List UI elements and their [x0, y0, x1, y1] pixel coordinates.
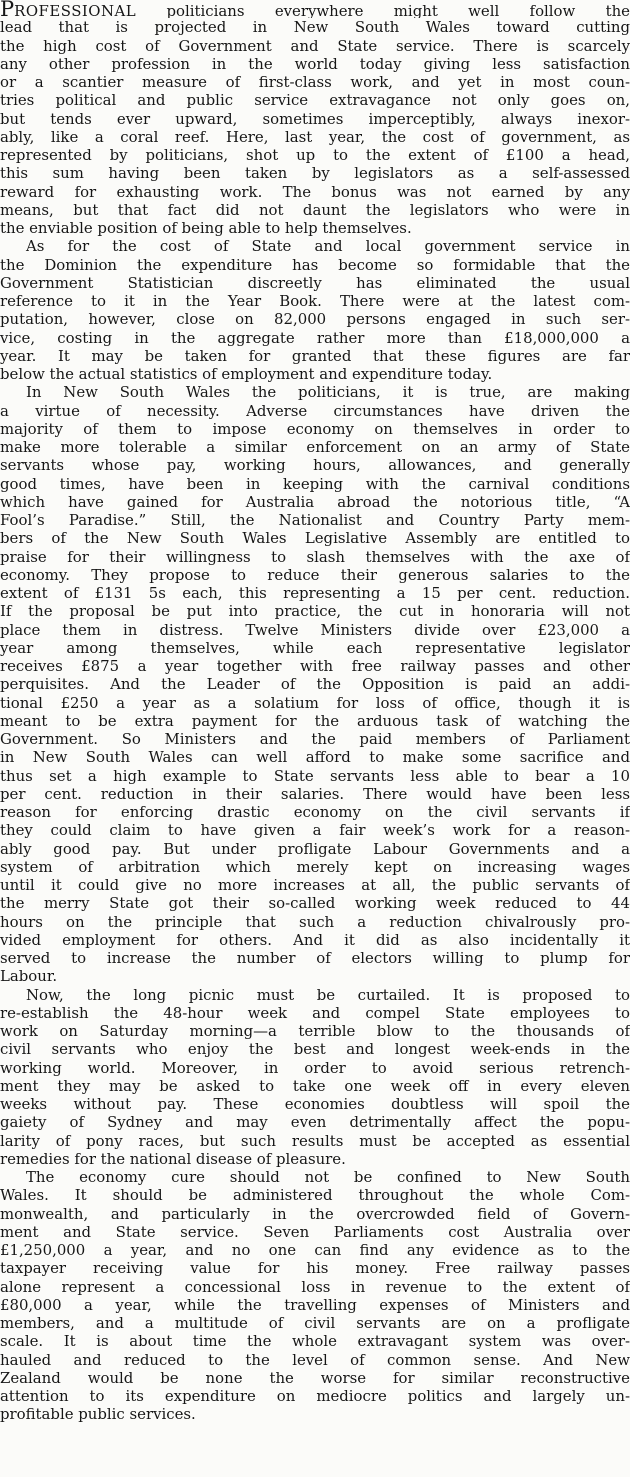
article-line: make more tolerable a similar enforcement on an army of State [0, 438, 630, 456]
article-line: per cent. reduction in their salaries. There would have been less [0, 784, 630, 803]
article-line: weeks without pay. These economies doubtless will spoil the [0, 1095, 630, 1113]
article-paragraph [0, 1168, 630, 1424]
article-line: but tends ever upward, sometimes imperceptibly, always inexor- [0, 109, 630, 128]
article-line: £1,250,000 a year, and no one can find any evidence as to the [0, 1241, 630, 1259]
article-line: served to increase the number of electors willing to plump for [0, 949, 630, 967]
article-line: civil servants who enjoy the best and longest week-ends in the [0, 1040, 630, 1059]
drop-cap: P [0, 0, 15, 19]
article-line: Zealand would be none the worse for similar reconstructive [0, 1368, 630, 1387]
article-line: servants whose pay, working hours, allowances, and generally [0, 456, 630, 475]
article-line: monwealth, and particularly in the overcrowded field of Govern- [0, 1204, 630, 1223]
article-line: If the proposal be put into practice, the cut in honoraria will not [0, 602, 630, 621]
article-line: below the actual statistics of employment and expenditure today. [0, 365, 493, 383]
article-line: or a scantier measure of first-class work, and yet in most coun- [0, 73, 630, 91]
article-line: Fool’s Paradise.” Still, the Nationalist and Country Party mem- [0, 511, 630, 529]
article-line: £80,000 a year, while the travelling expenses of Ministers and [0, 1295, 630, 1314]
article-line: tries political and public service extravagance not only goes on, [0, 91, 630, 110]
article-line: ably good pay. But under profligate Labour Governments and a [0, 839, 630, 858]
article-line: place them in distress. Twelve Ministers divide over £23,000 a [0, 620, 630, 639]
article-line: Government. So Ministers and the paid members of Parliament [0, 730, 630, 748]
article-line: the merry State got their so-called working week reduced to 44 [0, 894, 630, 913]
article-line: year among themselves, while each representative legislator [0, 638, 630, 657]
article-line: vice, costing in the aggregate rather more than £18,000,000 a [0, 328, 630, 347]
article-line: PROFESSIONAL politicians everywhere might well follow the [0, 0, 630, 18]
article-line: this sum having been taken by legislators as a self-assessed [0, 164, 630, 183]
article-line: Labour. [0, 967, 58, 986]
article-line: system of arbitration which merely kept on increasing wages [0, 857, 630, 876]
article-line: any other profession in the world today giving less satisfaction [0, 54, 630, 73]
article-line: work on Saturday morning—a terrible blow to the thousands of [0, 1022, 630, 1040]
article-line: attention to its expenditure on mediocre politics and largely un- [0, 1387, 630, 1405]
article-line: hauled and reduced to the level of common sense. And New [0, 1350, 630, 1369]
article-line: extent of £131 5s each, this representing a 15 per cent. reduction. [0, 584, 630, 602]
article-line: in New South Wales can well afford to make some sacrifice and [0, 748, 630, 767]
article-line: larity of pony races, but such results must be accepted as essential [0, 1131, 630, 1150]
article-line: the enviable position of being able to help themselves. [0, 219, 412, 237]
article-paragraph [0, 383, 630, 985]
article-line: working world. Moreover, in order to avoid serious retrench- [0, 1058, 630, 1077]
article-line: the Dominion the expenditure has become so formidable that the [0, 255, 630, 274]
article-line: taxpayer receiving value for his money. Free railway passes [0, 1259, 630, 1278]
article-line: ment and State service. Seven Parliaments cost Australia over [0, 1222, 630, 1241]
article-line: receives £875 a year together with free railway passes and other [0, 657, 630, 675]
article-line: bers of the New South Wales Legislative Assembly are entitled to [0, 529, 630, 548]
article-line: perquisites. And the Leader of the Opposition is paid an addi- [0, 675, 630, 694]
article-line: profitable public services. [0, 1405, 196, 1424]
article-line: which have gained for Australia abroad the notorious title, “A [0, 492, 630, 511]
article-line: tional £250 a year as a solatium for loss of office, though it is [0, 693, 630, 712]
article-line: reference to it in the Year Book. There were at the latest com- [0, 292, 630, 310]
article-line: As for the cost of State and local government service in [26, 237, 630, 256]
article-line: remedies for the national disease of pleasure. [0, 1149, 346, 1168]
article-line: reward for exhausting work. The bonus was not earned by any [0, 182, 630, 201]
article-line: meant to be extra payment for the arduous task of watching the [0, 711, 630, 730]
article-line: the high cost of Government and State service. There is scarcely [0, 36, 630, 55]
article-line: a virtue of necessity. Adverse circumstances have driven the [0, 401, 630, 420]
article-line: economy. They propose to reduce their generous salaries to the [0, 565, 630, 584]
article-line: Wales. It should be administered throughout the whole Com- [0, 1186, 630, 1205]
article-paragraph [0, 986, 630, 1169]
article-paragraph [0, 237, 630, 383]
article-line: good times, have been in keeping with the carnival conditions [0, 474, 630, 493]
article-line: means, but that fact did not daunt the legislators who were in [0, 200, 630, 219]
article-line: The economy cure should not be confined to New South [26, 1168, 630, 1186]
article-line: ably, like a coral reef. Here, last year, the cost of government, as [0, 127, 630, 146]
article-line: until it could give no more increases at all, the public servants of [0, 876, 630, 894]
article-line: re-establish the 48-hour week and compel State employees to [0, 1003, 630, 1022]
article-line: represented by politicians, shot up to the extent of £100 a head, [0, 146, 630, 164]
article-line: thus set a high example to State servants less able to bear a 10 [0, 766, 630, 785]
article-line: praise for their willingness to slash themselves with the axe of [0, 547, 630, 566]
article-line: scale. It is about time the whole extravagant system was over- [0, 1332, 630, 1351]
article-line: Government Statistician discreetly has eliminated the usual [0, 273, 630, 292]
article-line: Now, the long picnic must be curtailed. It is proposed to [26, 985, 630, 1004]
article-line: gaiety of Sydney and may even detrimentally affect the popu- [0, 1113, 630, 1132]
article-line: hours on the principle that such a reduction chivalrously pro- [0, 912, 630, 931]
article-paragraph [0, 0, 630, 237]
article-line: members, and a multitude of civil servants are on a profligate [0, 1314, 630, 1332]
article-line: In New South Wales the politicians, it is true, are making [26, 383, 630, 402]
article-line: reason for enforcing drastic economy on the civil servants if [0, 803, 630, 821]
article-line: lead that is projected in New South Wales toward cutting [0, 18, 630, 37]
article-line: year. It may be taken for granted that these figures are far [0, 346, 630, 365]
article-line: majority of them to impose economy on themselves in order to [0, 419, 630, 438]
article-line: putation, however, close on 82,000 persons engaged in such ser- [0, 310, 630, 329]
article-line: ment they may be asked to take one week off in every eleven [0, 1076, 630, 1095]
article-line: they could claim to have given a fair week’s work for a reason- [0, 821, 630, 840]
article-line: vided employment for others. And it did as also incidentally it [0, 930, 630, 949]
opening-word: ROFESSIONAL [14, 2, 137, 19]
article-line: alone represent a concessional loss in revenue to the extent of [0, 1277, 630, 1296]
